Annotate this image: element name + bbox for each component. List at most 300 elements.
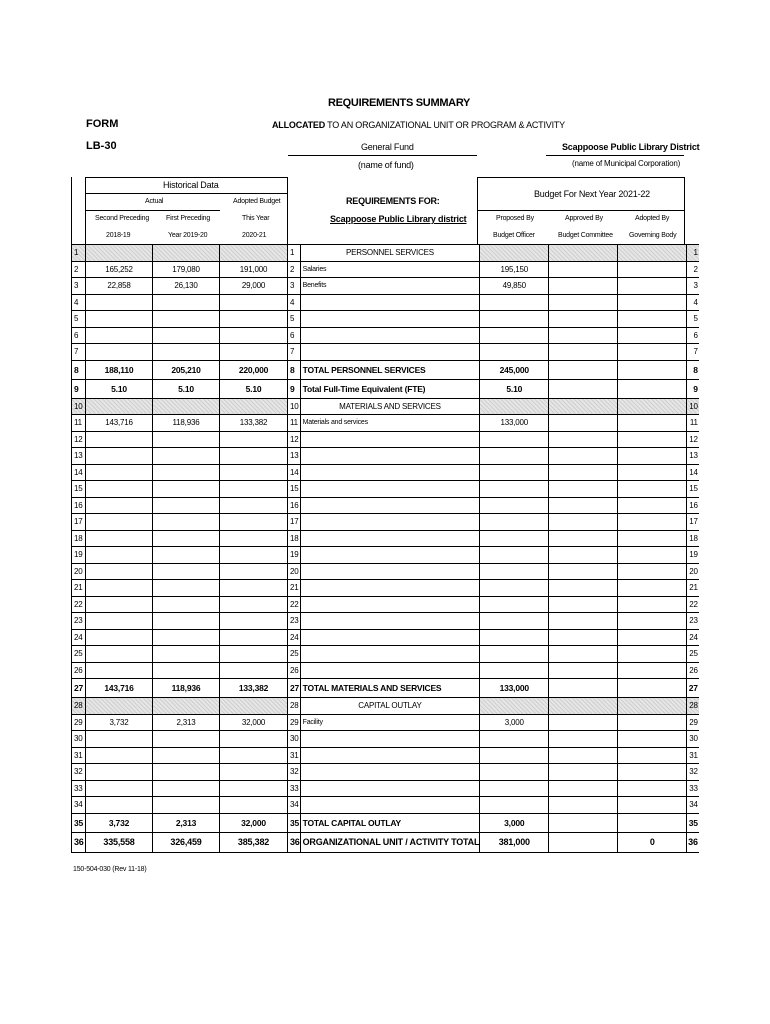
table-row <box>72 327 699 344</box>
second-preceding-cell <box>86 481 153 498</box>
row-number-right: 12 <box>687 431 699 448</box>
second-preceding-cell <box>86 311 153 328</box>
row-number: 13 <box>72 448 86 465</box>
table-row <box>72 344 699 361</box>
first-preceding-cell <box>153 629 220 646</box>
approved-cell <box>549 464 618 481</box>
table-row <box>72 464 699 481</box>
this-year-cell <box>220 613 288 630</box>
this-year-cell <box>220 530 288 547</box>
approved-cell <box>549 580 618 597</box>
first-preceding-cell: 2,313 <box>153 813 220 832</box>
historical-data-label: Historical Data <box>163 180 219 190</box>
row-number: 36 <box>72 832 86 852</box>
second-preceding-cell <box>86 698 153 715</box>
row-number-mid: 20 <box>288 563 301 580</box>
adopted-cell <box>618 327 687 344</box>
proposed-cell: 5.10 <box>480 379 549 398</box>
approved-cell <box>549 514 618 531</box>
this-year-cell <box>220 596 288 613</box>
row-number-mid: 1 <box>288 245 301 262</box>
row-number: 23 <box>72 613 86 630</box>
this-year-cell <box>220 481 288 498</box>
approved-cell <box>549 813 618 832</box>
row-number-mid: 23 <box>288 613 301 630</box>
description-cell <box>300 344 480 361</box>
row-number-right: 17 <box>687 514 699 531</box>
approved-cell <box>549 731 618 748</box>
description-cell: TOTAL CAPITAL OUTLAY <box>300 813 480 832</box>
table-row <box>72 481 699 498</box>
approved-cell <box>549 360 618 379</box>
second-preceding-cell: 3,732 <box>86 714 153 731</box>
year-2018-label: 2018-19 <box>106 232 131 239</box>
adopted-cell <box>618 596 687 613</box>
proposed-cell: 133,000 <box>480 679 549 698</box>
this-year-cell <box>220 646 288 663</box>
description-cell <box>300 514 480 531</box>
description-cell <box>300 327 480 344</box>
row-number-mid: 4 <box>288 294 301 311</box>
description-cell: MATERIALS AND SERVICES <box>300 398 480 415</box>
row-number-right: 27 <box>687 679 699 698</box>
row-number-right: 7 <box>687 344 699 361</box>
first-preceding-cell <box>153 596 220 613</box>
row-number-mid: 32 <box>288 764 301 781</box>
year-2020-label: 2020-21 <box>242 232 267 239</box>
adopted-cell <box>618 448 687 465</box>
row-number-right: 22 <box>687 596 699 613</box>
adopted-cell <box>618 547 687 564</box>
row-number-mid: 10 <box>288 398 301 415</box>
approved-cell <box>549 344 618 361</box>
row-number-mid: 3 <box>288 278 301 295</box>
adopted-cell <box>618 481 687 498</box>
table-row <box>72 629 699 646</box>
description-cell <box>300 780 480 797</box>
table-row <box>72 714 699 731</box>
row-number: 2 <box>72 261 86 278</box>
proposed-cell <box>480 464 549 481</box>
second-preceding-cell <box>86 629 153 646</box>
this-year-cell <box>220 731 288 748</box>
approved-cell <box>549 629 618 646</box>
description-cell <box>300 547 480 564</box>
row-number-mid: 9 <box>288 379 301 398</box>
adopted-cell <box>618 398 687 415</box>
table-row <box>72 613 699 630</box>
this-year-cell <box>220 547 288 564</box>
table-row <box>72 415 699 432</box>
first-preceding-cell <box>153 764 220 781</box>
table-row <box>72 245 699 262</box>
adopted-cell <box>618 747 687 764</box>
table-row <box>72 497 699 514</box>
row-number-mid: 19 <box>288 547 301 564</box>
first-preceding-cell: 326,459 <box>153 832 220 852</box>
row-number: 21 <box>72 580 86 597</box>
row-number-right: 24 <box>687 629 699 646</box>
row-number-mid: 26 <box>288 662 301 679</box>
adopted-cell <box>618 698 687 715</box>
allocated-bold: ALLOCATED <box>272 120 326 130</box>
first-preceding-cell <box>153 294 220 311</box>
approved-cell <box>549 698 618 715</box>
proposed-cell <box>480 398 549 415</box>
this-year-cell: 191,000 <box>220 261 288 278</box>
table-row <box>72 747 699 764</box>
approved-cell <box>549 448 618 465</box>
adopted-cell: 0 <box>618 832 687 852</box>
proposed-cell: 381,000 <box>480 832 549 852</box>
row-number-mid: 12 <box>288 431 301 448</box>
row-number: 29 <box>72 714 86 731</box>
actual-label: Actual <box>145 198 164 205</box>
governing-body-label: Governing Body <box>629 232 677 239</box>
row-number-right: 14 <box>687 464 699 481</box>
fund-name: General Fund <box>361 142 414 152</box>
description-cell <box>300 764 480 781</box>
proposed-cell <box>480 563 549 580</box>
table-row <box>72 398 699 415</box>
row-number-mid: 24 <box>288 629 301 646</box>
row-number-right: 23 <box>687 613 699 630</box>
proposed-cell: 195,150 <box>480 261 549 278</box>
row-number-right: 9 <box>687 379 699 398</box>
row-number-mid: 25 <box>288 646 301 663</box>
description-cell <box>300 563 480 580</box>
requirements-table <box>71 244 699 853</box>
first-preceding-cell <box>153 344 220 361</box>
allocated-line <box>272 120 565 130</box>
row-number-mid: 8 <box>288 360 301 379</box>
row-number-right: 11 <box>687 415 699 432</box>
this-year-cell <box>220 344 288 361</box>
row-number-right: 3 <box>687 278 699 295</box>
approved-cell <box>549 530 618 547</box>
second-preceding-cell <box>86 797 153 814</box>
adopted-cell <box>618 714 687 731</box>
first-preceding-cell: 118,936 <box>153 415 220 432</box>
adopted-budget-label: Adopted Budget <box>233 198 281 205</box>
approved-cell <box>549 245 618 262</box>
row-number: 1 <box>72 245 86 262</box>
proposed-cell <box>480 662 549 679</box>
description-cell: Salaries <box>300 261 480 278</box>
description-cell <box>300 596 480 613</box>
this-year-cell <box>220 311 288 328</box>
first-preceding-cell <box>153 747 220 764</box>
this-year-cell <box>220 327 288 344</box>
this-year-cell <box>220 464 288 481</box>
first-preceding-cell <box>153 398 220 415</box>
row-number-mid: 18 <box>288 530 301 547</box>
approved-cell <box>549 646 618 663</box>
second-preceding-cell <box>86 464 153 481</box>
proposed-cell <box>480 327 549 344</box>
this-year-cell <box>220 431 288 448</box>
row-number-right: 33 <box>687 780 699 797</box>
row-number-right: 34 <box>687 797 699 814</box>
proposed-cell <box>480 294 549 311</box>
second-preceding-cell <box>86 497 153 514</box>
proposed-cell <box>480 431 549 448</box>
row-number-mid: 27 <box>288 679 301 698</box>
proposed-cell <box>480 596 549 613</box>
second-preceding-cell <box>86 780 153 797</box>
row-number-mid: 13 <box>288 448 301 465</box>
row-number: 27 <box>72 679 86 698</box>
adopted-cell <box>618 764 687 781</box>
table-row <box>72 514 699 531</box>
row-number-mid: 35 <box>288 813 301 832</box>
first-preceding-cell <box>153 580 220 597</box>
row-number-right: 10 <box>687 398 699 415</box>
row-number: 15 <box>72 481 86 498</box>
second-preceding-cell <box>86 613 153 630</box>
adopted-cell <box>618 379 687 398</box>
form-id: LB-30 <box>86 140 117 152</box>
second-preceding-cell <box>86 747 153 764</box>
first-preceding-cell <box>153 613 220 630</box>
proposed-cell <box>480 448 549 465</box>
row-number-mid: 2 <box>288 261 301 278</box>
adopted-cell <box>618 646 687 663</box>
row-number: 7 <box>72 344 86 361</box>
second-preceding-cell <box>86 514 153 531</box>
description-cell: Total Full-Time Equivalent (FTE) <box>300 379 480 398</box>
this-year-cell <box>220 497 288 514</box>
proposed-cell <box>480 245 549 262</box>
first-preceding-cell: 2,313 <box>153 714 220 731</box>
row-number-right: 26 <box>687 662 699 679</box>
second-preceding-cell: 335,558 <box>86 832 153 852</box>
row-number-mid: 28 <box>288 698 301 715</box>
table-row <box>72 547 699 564</box>
row-number-right: 13 <box>687 448 699 465</box>
table-row <box>72 813 699 832</box>
adopted-cell <box>618 431 687 448</box>
row-number-right: 18 <box>687 530 699 547</box>
description-cell: Benefits <box>300 278 480 295</box>
this-year-cell: 385,382 <box>220 832 288 852</box>
this-year-cell <box>220 629 288 646</box>
this-year-cell <box>220 563 288 580</box>
page-title: REQUIREMENTS SUMMARY <box>328 97 471 109</box>
adopted-cell <box>618 662 687 679</box>
description-cell <box>300 646 480 663</box>
first-preceding-cell <box>153 698 220 715</box>
row-number: 34 <box>72 797 86 814</box>
table-row <box>72 379 699 398</box>
proposed-cell <box>480 613 549 630</box>
this-year-cell: 133,382 <box>220 415 288 432</box>
proposed-cell: 133,000 <box>480 415 549 432</box>
approved-cell <box>549 278 618 295</box>
approved-cell <box>549 261 618 278</box>
first-preceding-cell: 205,210 <box>153 360 220 379</box>
first-preceding-cell <box>153 780 220 797</box>
approved-cell <box>549 613 618 630</box>
row-number-right: 30 <box>687 731 699 748</box>
first-preceding-cell <box>153 530 220 547</box>
row-number-right: 16 <box>687 497 699 514</box>
row-number-right: 28 <box>687 698 699 715</box>
row-number-right: 35 <box>687 813 699 832</box>
adopted-cell <box>618 464 687 481</box>
row-number-right: 8 <box>687 360 699 379</box>
this-year-cell <box>220 448 288 465</box>
this-year-cell <box>220 797 288 814</box>
second-preceding-cell <box>86 431 153 448</box>
row-number: 16 <box>72 497 86 514</box>
budget-committee-label: Budget Committee <box>558 232 613 239</box>
approved-cell <box>549 327 618 344</box>
this-year-cell <box>220 764 288 781</box>
approved-cell <box>549 714 618 731</box>
description-cell <box>300 613 480 630</box>
adopted-cell <box>618 629 687 646</box>
proposed-cell <box>480 747 549 764</box>
year-2019-label: Year 2019-20 <box>168 232 208 239</box>
first-preceding-label: First Preceding <box>166 215 211 222</box>
table-row <box>72 780 699 797</box>
description-cell: Facility <box>300 714 480 731</box>
row-number-mid: 11 <box>288 415 301 432</box>
adopted-cell <box>618 514 687 531</box>
proposed-cell: 3,000 <box>480 813 549 832</box>
description-cell <box>300 448 480 465</box>
this-year-cell: 5.10 <box>220 379 288 398</box>
this-year-cell <box>220 747 288 764</box>
proposed-cell <box>480 547 549 564</box>
form-label: FORM <box>86 118 119 130</box>
row-number: 3 <box>72 278 86 295</box>
row-number: 30 <box>72 731 86 748</box>
first-preceding-cell <box>153 481 220 498</box>
row-number-mid: 17 <box>288 514 301 531</box>
description-cell: PERSONNEL SERVICES <box>300 245 480 262</box>
approved-cell <box>549 764 618 781</box>
second-preceding-cell <box>86 344 153 361</box>
fund-caption: (name of fund) <box>358 160 414 170</box>
table-row <box>72 530 699 547</box>
table-row <box>72 448 699 465</box>
row-number-right: 19 <box>687 547 699 564</box>
row-number: 17 <box>72 514 86 531</box>
row-number-mid: 5 <box>288 311 301 328</box>
row-number-right: 1 <box>687 245 699 262</box>
row-number: 25 <box>72 646 86 663</box>
proposed-cell <box>480 646 549 663</box>
fund-underline <box>288 155 477 156</box>
second-preceding-cell: 165,252 <box>86 261 153 278</box>
table-row <box>72 832 699 852</box>
this-year-cell: 32,000 <box>220 813 288 832</box>
row-number-right: 31 <box>687 747 699 764</box>
adopted-by-label: Adopted By <box>635 215 670 222</box>
requirements-for-label: REQUIREMENTS FOR: <box>346 196 440 206</box>
table-row <box>72 679 699 698</box>
second-preceding-cell <box>86 580 153 597</box>
first-preceding-cell: 5.10 <box>153 379 220 398</box>
description-cell: Materials and services <box>300 415 480 432</box>
proposed-cell: 3,000 <box>480 714 549 731</box>
row-number: 4 <box>72 294 86 311</box>
row-number-mid: 16 <box>288 497 301 514</box>
row-number-mid: 33 <box>288 780 301 797</box>
row-number: 26 <box>72 662 86 679</box>
row-number: 11 <box>72 415 86 432</box>
second-preceding-label: Second Preceding <box>95 215 150 222</box>
row-number: 10 <box>72 398 86 415</box>
first-preceding-cell <box>153 327 220 344</box>
adopted-cell <box>618 679 687 698</box>
adopted-cell <box>618 780 687 797</box>
row-number-mid: 7 <box>288 344 301 361</box>
row-number-mid: 30 <box>288 731 301 748</box>
proposed-cell <box>480 344 549 361</box>
second-preceding-cell <box>86 294 153 311</box>
first-preceding-cell: 118,936 <box>153 679 220 698</box>
second-preceding-cell: 22,858 <box>86 278 153 295</box>
this-year-cell <box>220 398 288 415</box>
table-row <box>72 731 699 748</box>
adopted-cell <box>618 530 687 547</box>
approved-cell <box>549 747 618 764</box>
budget-next-year-label: Budget For Next Year 2021-22 <box>534 189 650 199</box>
row-number: 35 <box>72 813 86 832</box>
approved-by-label: Approved By <box>565 215 603 222</box>
table-row <box>72 662 699 679</box>
adopted-cell <box>618 261 687 278</box>
proposed-cell <box>480 514 549 531</box>
first-preceding-cell <box>153 731 220 748</box>
first-preceding-cell <box>153 797 220 814</box>
first-preceding-cell <box>153 448 220 465</box>
row-number-right: 32 <box>687 764 699 781</box>
table-row <box>72 580 699 597</box>
adopted-cell <box>618 813 687 832</box>
this-year-cell <box>220 662 288 679</box>
row-number: 12 <box>72 431 86 448</box>
adopted-cell <box>618 344 687 361</box>
row-number-mid: 21 <box>288 580 301 597</box>
second-preceding-cell: 188,110 <box>86 360 153 379</box>
proposed-cell: 245,000 <box>480 360 549 379</box>
proposed-cell <box>480 497 549 514</box>
adopted-cell <box>618 294 687 311</box>
approved-cell <box>549 311 618 328</box>
table-row <box>72 261 699 278</box>
second-preceding-cell: 3,732 <box>86 813 153 832</box>
description-cell <box>300 311 480 328</box>
adopted-cell <box>618 797 687 814</box>
first-preceding-cell <box>153 464 220 481</box>
district-underline <box>546 155 684 156</box>
description-cell <box>300 464 480 481</box>
this-year-cell <box>220 780 288 797</box>
table-row <box>72 563 699 580</box>
description-cell <box>300 662 480 679</box>
description-cell <box>300 294 480 311</box>
approved-cell <box>549 547 618 564</box>
approved-cell <box>549 832 618 852</box>
adopted-cell <box>618 731 687 748</box>
proposed-cell: 49,850 <box>480 278 549 295</box>
first-preceding-cell <box>153 563 220 580</box>
row-number-right: 20 <box>687 563 699 580</box>
